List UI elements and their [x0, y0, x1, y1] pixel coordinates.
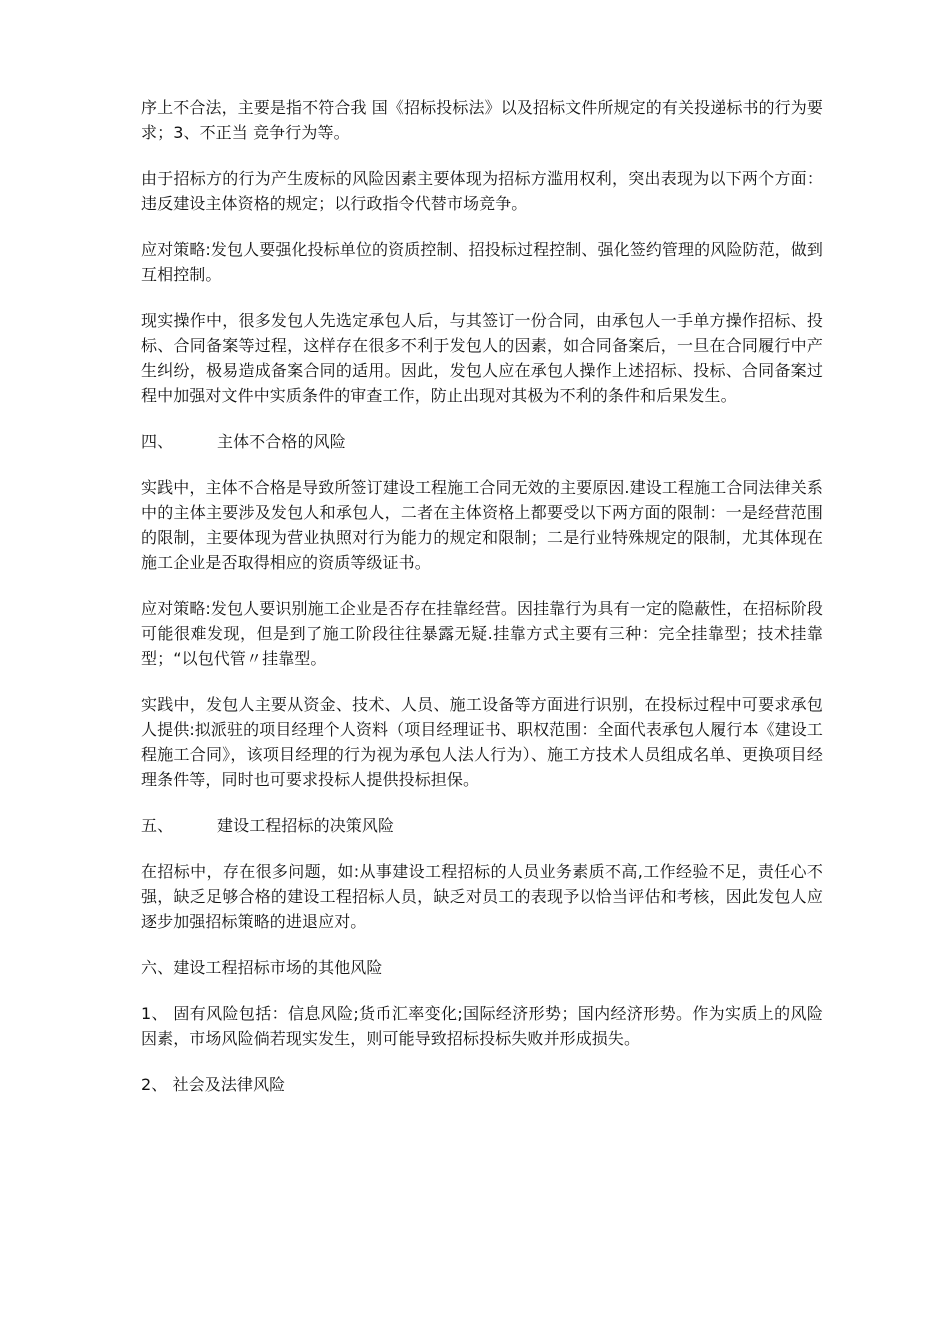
- paragraph-1: 序上不合法，主要是指不符合我 国《招标投标法》以及招标文件所规定的有关投递标书的行为要求；3、不正当 竞争行为等。: [141, 98, 823, 142]
- section-title: 建设工程招标的决策风险: [217, 816, 395, 835]
- paragraph-4: 现实操作中，很多发包人先选定承包人后，与其签订一份合同，由承包人一手单方操作招标、投标、合同备案等过程，这样存在很多不利于发包人的因素，如合同备案后，一旦在合同履行中产生纠纷，极易造成备案合同的适用。因此，发包人应在承包人操作上述招标、投标、合同备案过程中加强对文件中实质条件的审查工作，防止出现对其极为不利的条件和后果发生。: [141, 311, 823, 405]
- document-body: [141, 95, 823, 1118]
- paragraph-8: 在招标中，存在很多问题，如:从事建设工程招标的人员业务素质不高,工作经验不足，责任心不强，缺乏足够合格的建设工程招标人员，缺乏对员工的表现予以恰当评估和考核，因此发包人应逐步加强招标策略的进退应对。: [141, 862, 823, 931]
- paragraph-2: 由于招标方的行为产生废标的风险因素主要体现为招标方滥用权利，突出表现为以下两个方面：违反建设主体资格的规定；以行政指令代替市场竞争。: [141, 169, 823, 213]
- section-number: 五、: [141, 816, 174, 835]
- paragraph-7: 实践中，发包人主要从资金、技术、人员、施工设备等方面进行识别，在投标过程中可要求承包人提供:拟派驻的项目经理个人资料（项目经理证书、职权范围：全面代表承包人履行本《建设工程施工合同》，该项目经理的行为视为承包人法人行为）、施工方技术人员组成名单、更换项目经理条件等，同时也可要求投标人提供投标担保。: [141, 695, 823, 789]
- section-number: 四、: [141, 432, 174, 451]
- paragraph-5: 实践中，主体不合格是导致所签订建设工程施工合同无效的主要原因.建设工程施工合同法律关系中的主体主要涉及发包人和承包人，二者在主体资格上都要受以下两方面的限制：一是经营范围的限制，主要体现为营业执照对行为能力的规定和限制；二是行业特殊规定的限制，尤其体现在施工企业是否取得相应的资质等级证书。: [141, 478, 823, 572]
- section-heading-5: [141, 813, 823, 838]
- section-heading-4: [141, 429, 823, 454]
- paragraph-6: 应对策略:发包人要识别施工企业是否存在挂靠经营。因挂靠行为具有一定的隐蔽性，在招标阶段可能很难发现，但是到了施工阶段往往暴露无疑.挂靠方式主要有三种：完全挂靠型；技术挂靠型；“以包代管〃挂靠型。: [141, 599, 823, 668]
- paragraph-3: 应对策略:发包人要强化投标单位的资质控制、招投标过程控制、强化签约管理的风险防范，做到互相控制。: [141, 240, 823, 284]
- section-title: 主体不合格的风险: [217, 432, 346, 451]
- paragraph-9: 1、 固有风险包括：信息风险;货币汇率变化;国际经济形势；国内经济形势。作为实质上的风险因素，市场风险倘若现实发生，则可能导致招标投标失败并形成损失。: [141, 1004, 823, 1048]
- section-heading-6: 六、建设工程招标市场的其他风险: [141, 958, 383, 977]
- paragraph-10: 2、 社会及法律风险: [141, 1075, 286, 1094]
